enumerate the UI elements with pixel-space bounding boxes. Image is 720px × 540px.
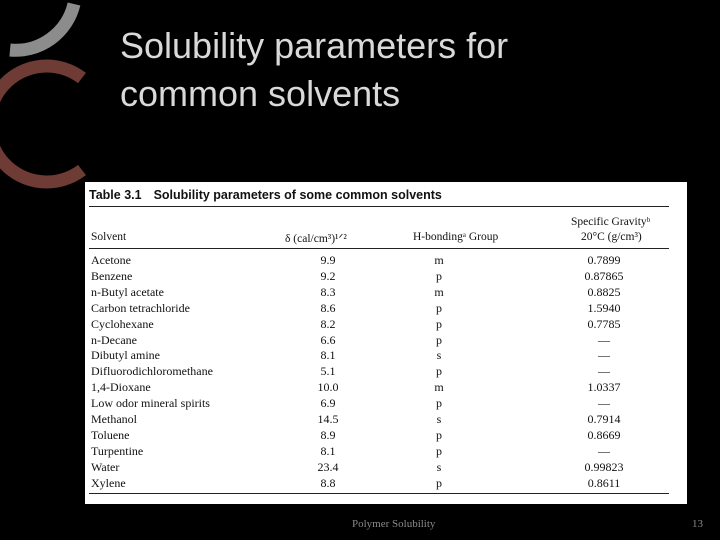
- delta-cell: 8.9: [320, 427, 336, 442]
- specific-gravity-cell: 0.87865: [584, 268, 624, 283]
- table-row: [89, 269, 669, 285]
- header-solvent: Solvent: [91, 231, 127, 243]
- hbonding-cell: p: [436, 300, 442, 315]
- hbonding-cell: s: [436, 348, 442, 363]
- table-number: Table 3.1: [89, 188, 142, 202]
- delta-cell: 8.2: [320, 316, 336, 331]
- hbonding-cell: p: [436, 443, 442, 458]
- hbonding-cell: p: [436, 364, 442, 379]
- delta-cell: 8.1: [320, 443, 336, 458]
- delta-cell: 8.1: [320, 348, 336, 363]
- table-row: [89, 380, 669, 396]
- table-row: [89, 301, 669, 317]
- specific-gravity-cell: 0.7899: [587, 253, 621, 267]
- header-rule: [89, 248, 669, 249]
- delta-cell: 8.6: [320, 300, 336, 315]
- specific-gravity-cell: 1.5940: [587, 300, 621, 315]
- hbonding-cell: p: [436, 427, 442, 442]
- delta-cell: 9.2: [320, 268, 336, 283]
- solvent-cell: n-Butyl acetate: [91, 284, 164, 299]
- solvent-cell: Cyclohexane: [91, 316, 154, 331]
- table-row: [89, 333, 669, 349]
- specific-gravity-cell: 0.8611: [587, 475, 621, 490]
- solubility-table: [85, 182, 687, 504]
- delta-cell: 6.6: [320, 332, 336, 347]
- slide-title: [120, 22, 680, 118]
- specific-gravity-cell: 0.8669: [587, 427, 621, 442]
- page-number: 13: [692, 518, 703, 530]
- table-row: [89, 317, 669, 333]
- table-row: [89, 460, 669, 476]
- slide-title-line-2: common solvents: [120, 73, 401, 114]
- solvent-cell: Toluene: [91, 427, 130, 442]
- solvent-cell: Difluorodichloromethane: [91, 364, 213, 379]
- hbonding-cell: p: [436, 268, 442, 283]
- table-bottom-rule: [89, 493, 669, 494]
- specific-gravity-cell: —: [598, 396, 610, 411]
- table-caption-text: Solubility parameters of some common solvents: [153, 188, 442, 202]
- specific-gravity-cell: 0.99823: [584, 459, 624, 474]
- solvent-cell: Low odor mineral spirits: [91, 396, 210, 411]
- solvent-cell: Methanol: [91, 412, 137, 426]
- delta-cell: 5.1: [320, 364, 336, 379]
- hbonding-cell: p: [436, 475, 442, 490]
- table-row: [89, 396, 669, 412]
- hbonding-cell: m: [434, 253, 444, 267]
- hbonding-cell: p: [436, 396, 442, 411]
- delta-cell: 8.8: [320, 475, 336, 490]
- table-row: [89, 285, 669, 301]
- solvent-cell: 1,4-Dioxane: [91, 380, 151, 395]
- specific-gravity-cell: —: [598, 348, 610, 363]
- hbonding-cell: p: [436, 332, 442, 347]
- specific-gravity-cell: —: [598, 364, 610, 379]
- specific-gravity-cell: 1.0337: [587, 380, 621, 395]
- specific-gravity-cell: 0.7914: [587, 412, 621, 426]
- solvent-cell: Carbon tetrachloride: [91, 300, 190, 315]
- table-row: [89, 428, 669, 444]
- solvent-cell: Acetone: [91, 253, 131, 267]
- hbonding-cell: s: [436, 459, 442, 474]
- delta-cell: 6.9: [320, 396, 336, 411]
- gray-arc: [10, 4, 74, 50]
- table-row: [89, 444, 669, 460]
- specific-gravity-cell: —: [598, 443, 610, 458]
- specific-gravity-cell: 0.7785: [587, 316, 621, 331]
- table-caption: [89, 188, 442, 202]
- hbonding-cell: m: [434, 380, 444, 395]
- table-row: [89, 253, 669, 269]
- delta-cell: 9.9: [320, 253, 336, 267]
- hbonding-cell: p: [436, 316, 442, 331]
- footer-text: Polymer Solubility: [352, 518, 436, 530]
- specific-gravity-cell: 0.8825: [587, 284, 621, 299]
- delta-cell: 8.3: [320, 284, 336, 299]
- hbonding-cell: m: [434, 284, 444, 299]
- header-hbonding: H-bondingᵃ Group: [413, 231, 499, 243]
- table-row: [89, 348, 669, 364]
- table-row: [89, 364, 669, 380]
- solvent-cell: Turpentine: [91, 443, 144, 458]
- table-top-rule: [89, 206, 669, 207]
- solvent-cell: Dibutyl amine: [91, 348, 160, 363]
- header-delta: δ (cal/cm³)¹ᐟ²: [285, 233, 347, 245]
- solvent-cell: Xylene: [91, 475, 126, 490]
- specific-gravity-cell: —: [598, 332, 610, 347]
- table-row: [89, 412, 669, 428]
- solvent-cell: Benzene: [91, 268, 133, 283]
- table-row: [89, 476, 669, 492]
- delta-cell: 14.5: [317, 412, 339, 426]
- header-sg-line2: 20°C (g/cm³): [581, 231, 642, 243]
- slide-title-line-1: Solubility parameters for: [120, 25, 509, 66]
- delta-cell: 10.0: [317, 380, 339, 395]
- delta-cell: 23.4: [317, 459, 339, 474]
- header-sg-line1: Specific Gravityᵇ: [571, 216, 651, 228]
- solvent-cell: Water: [91, 459, 120, 474]
- solvent-cell: n-Decane: [91, 332, 137, 347]
- brown-arc: [0, 66, 82, 182]
- hbonding-cell: s: [436, 412, 442, 426]
